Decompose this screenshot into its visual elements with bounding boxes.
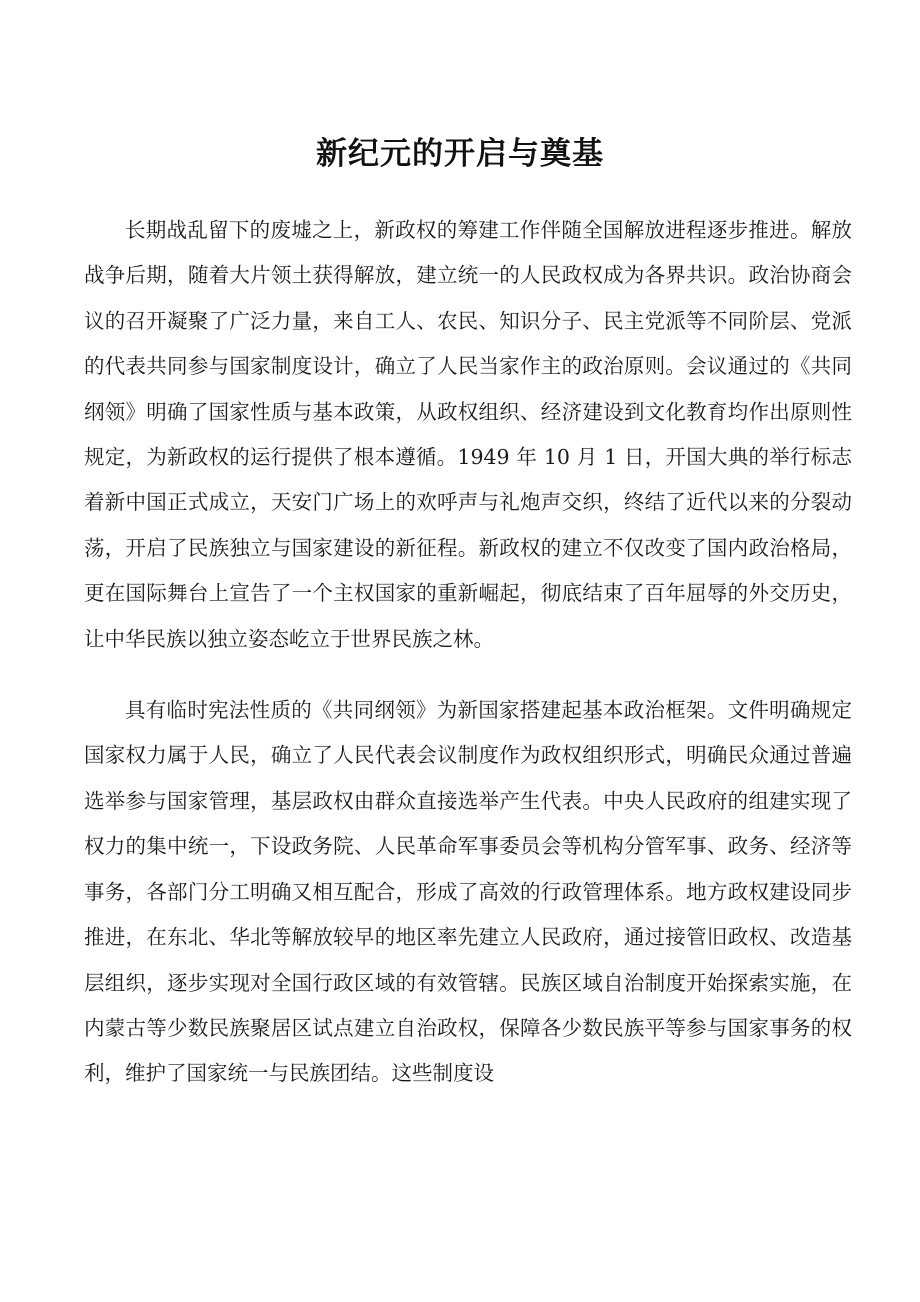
paragraph-2: 具有临时宪法性质的《共同纲领》为新国家搭建起基本政治框架。文件明确规定国家权力属于人民，确立了人民代表会议制度作为政权组织形式，明确民众通过普遍选举参与国家管理，基层政权由群众直接选举产生代表。中央人民政府的组建实现了权力的集中统一，下设政务院、人民革命军事委员会等机构分管军事、政务、经济等事务，各部门分工明确又相互配合，形成了高效的行政管理体系。地方政权建设同步推进，在东北、华北等解放较早的地区率先建立人民政府，通过接管旧政权、改造基层组织，逐步实现对全国行政区域的有效管辖。民族区域自治制度开始探索实施，在内蒙古等少数民族聚居区试点建立自治政权，保障各少数民族平等参与国家事务的权利，维护了国家统一与民族团结。这些制度设 [84, 698, 852, 1086]
paragraph-1: 长期战乱留下的废墟之上，新政权的筹建工作伴随全国解放进程逐步推进。解放战争后期，随着大片领土获得解放，建立统一的人民政权成为各界共识。政治协商会议的召开凝聚了广泛力量，来自工人、农民、知识分子、民主党派等不同阶层、党派的代表共同参与国家制度设计，确立了人民当家作主的政治原则。会议通过的《共同纲领》明确了国家性质与基本政策，从政权组织、经济建设到文化教育均作出原则性规定，为新政权的运行提供了根本遵循。1949 年 10 月 1 日，开国大典的举行标志着新中国正式成立，天安门广场上的欢呼声与礼炮声交织，终结了近代以来的分裂动荡，开启了民族独立与国家建设的新征程。新政权的建立不仅改变了国内政治格局，更在国际舞台上宣告了一个主权国家的重新崛起，彻底结束了百年屈辱的外交历史，让中华民族以独立姿态屹立于世界民族之林。 [84, 218, 852, 651]
document-body [84, 208, 852, 1123]
document-title: 新纪元的开启与奠基 [316, 136, 604, 172]
